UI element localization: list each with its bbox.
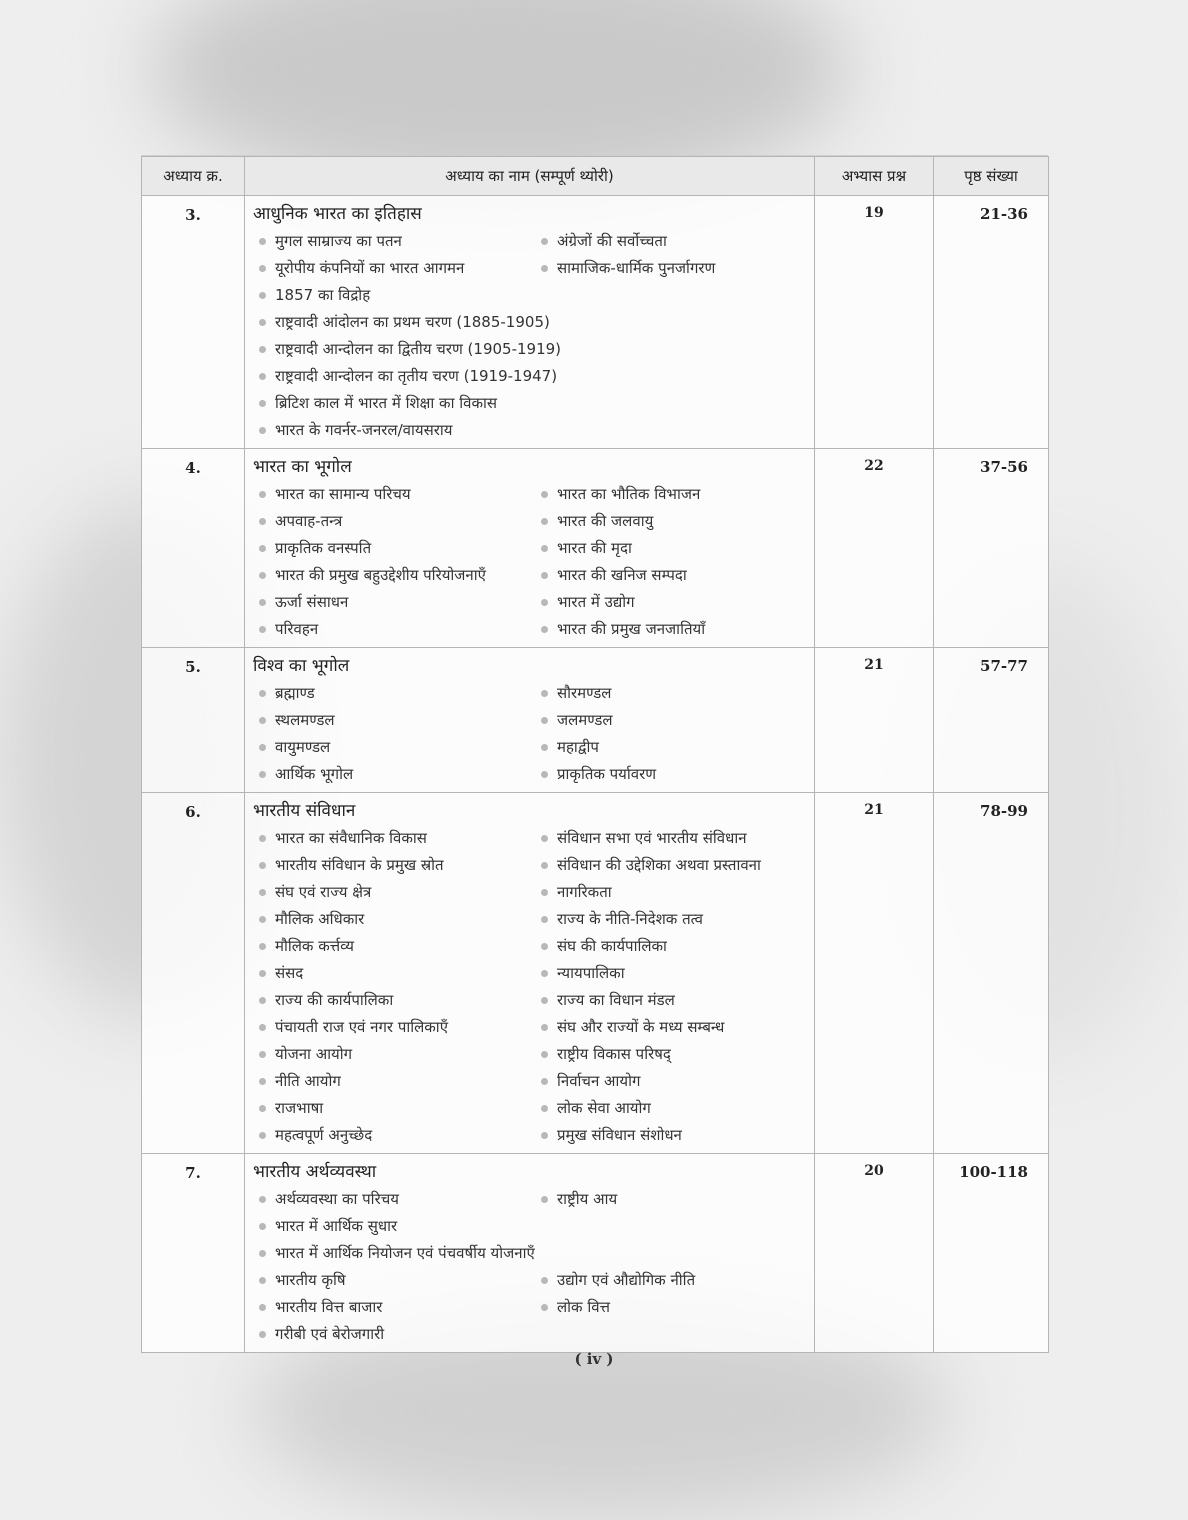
topic-label: मुगल साम्राज्य का पतन: [275, 232, 402, 250]
topic-item: [535, 825, 808, 852]
bullet-icon: [541, 1105, 548, 1112]
topic-list: [253, 680, 808, 788]
bullet-icon: [541, 491, 548, 498]
topic-item: [253, 1014, 535, 1041]
practice-count: 22: [815, 449, 934, 648]
topic-item: [253, 1213, 808, 1240]
bullet-icon: [259, 1132, 266, 1139]
topic-item: [253, 616, 535, 643]
bullet-icon: [541, 744, 548, 751]
topic-label: राष्ट्रवादी आंदोलन का प्रथम चरण (1885-1905): [275, 313, 550, 331]
bullet-icon: [259, 400, 266, 407]
bullet-icon: [259, 292, 266, 299]
chapter-number: 3.: [142, 196, 245, 449]
topic-label: भारत में उद्योग: [557, 593, 635, 611]
header-page: पृष्ठ संख्या: [934, 157, 1049, 196]
topic-item: [535, 734, 808, 761]
topic-item: [535, 680, 808, 707]
topic-item: [535, 852, 808, 879]
topic-label: मौलिक अधिकार: [275, 910, 365, 928]
page-range: 57-77: [934, 648, 1049, 793]
bullet-icon: [259, 835, 266, 842]
topic-label: भारतीय कृषि: [275, 1271, 346, 1289]
topic-item: [535, 616, 808, 643]
topic-label: महत्वपूर्ण अनुच्छेद: [275, 1126, 373, 1144]
bullet-icon: [541, 916, 548, 923]
topic-item: [535, 1186, 808, 1213]
topic-label: संघ एवं राज्य क्षेत्र: [275, 883, 372, 901]
topic-label: नीति आयोग: [275, 1072, 341, 1090]
header-chapter-name: अध्याय का नाम (सम्पूर्ण थ्योरी): [245, 157, 815, 196]
topic-label: ब्रिटिश काल में भारत में शिक्षा का विकास: [275, 394, 498, 412]
topic-item: [253, 363, 808, 390]
bullet-icon: [541, 997, 548, 1004]
topic-label: सामाजिक-धार्मिक पुनर्जागरण: [557, 259, 716, 277]
bullet-icon: [259, 1024, 266, 1031]
bullet-icon: [259, 626, 266, 633]
topic-label: राजभाषा: [275, 1099, 324, 1117]
topic-item: [253, 734, 535, 761]
chapter-title: भारत का भूगोल: [253, 457, 352, 477]
topic-item: [535, 1068, 808, 1095]
chapter-content: [245, 793, 815, 1154]
bullet-icon: [541, 265, 548, 272]
topic-item: [253, 933, 535, 960]
topic-label: भारत का भौतिक विभाजन: [557, 485, 701, 503]
topic-item: [535, 987, 808, 1014]
bullet-icon: [541, 1196, 548, 1203]
bullet-icon: [259, 1196, 266, 1203]
bullet-icon: [259, 572, 266, 579]
bullet-icon: [541, 771, 548, 778]
topic-label: न्यायपालिका: [557, 964, 625, 982]
bullet-icon: [259, 943, 266, 950]
topic-item: [535, 1294, 808, 1321]
topic-item: [535, 562, 808, 589]
topic-list: [253, 228, 808, 444]
practice-count: 19: [815, 196, 934, 449]
header-chapter-no: अध्याय क्र.: [142, 157, 245, 196]
topic-label: राष्ट्रीय विकास परिषद्: [557, 1045, 671, 1063]
chapter-content: [245, 196, 815, 449]
page-range: 100-118: [934, 1154, 1049, 1353]
topic-label: जलमण्डल: [557, 711, 613, 729]
bullet-icon: [541, 518, 548, 525]
topic-label: संविधान सभा एवं भारतीय संविधान: [557, 829, 747, 847]
page-range: 37-56: [934, 449, 1049, 648]
topic-label: राज्य का विधान मंडल: [557, 991, 675, 1009]
bullet-icon: [541, 970, 548, 977]
practice-count: 21: [815, 648, 934, 793]
topic-item: [253, 825, 535, 852]
topic-item: [253, 987, 535, 1014]
topic-item: [535, 481, 808, 508]
bullet-icon: [259, 916, 266, 923]
bullet-icon: [259, 997, 266, 1004]
topic-label: स्थलमण्डल: [275, 711, 335, 729]
topic-item: [253, 309, 808, 336]
topic-label: मौलिक कर्त्तव्य: [275, 937, 354, 955]
topic-item: [253, 481, 535, 508]
practice-count: 20: [815, 1154, 934, 1353]
bullet-icon: [259, 1304, 266, 1311]
topic-label: लोक वित्त: [557, 1298, 610, 1316]
topic-item: [253, 1321, 808, 1348]
bullet-icon: [541, 862, 548, 869]
chapter-title: भारतीय संविधान: [253, 801, 356, 821]
topic-label: राष्ट्रवादी आन्दोलन का तृतीय चरण (1919-1947): [275, 367, 558, 385]
topic-label: अपवाह-तन्त्र: [275, 512, 343, 530]
topic-label: भारतीय वित्त बाजार: [275, 1298, 383, 1316]
topic-label: संघ और राज्यों के मध्य सम्बन्ध: [557, 1018, 725, 1036]
topic-item: [535, 1014, 808, 1041]
topic-item: [253, 906, 535, 933]
bullet-icon: [259, 373, 266, 380]
bullet-icon: [541, 1051, 548, 1058]
bullet-icon: [259, 1223, 266, 1230]
topic-item: [535, 960, 808, 987]
topic-item: [253, 508, 535, 535]
topic-label: यूरोपीय कंपनियों का भारत आगमन: [275, 259, 465, 277]
bullet-icon: [259, 599, 266, 606]
chapter-row: [142, 793, 1049, 1154]
topic-item: [253, 562, 535, 589]
topic-label: भारत की खनिज सम्पदा: [557, 566, 687, 584]
topic-list: [253, 481, 808, 643]
topic-label: भारत में आर्थिक सुधार: [275, 1217, 398, 1235]
topic-item: [253, 282, 808, 309]
topic-label: ब्रह्माण्ड: [275, 684, 315, 702]
contents-table: [141, 156, 1049, 1353]
bullet-icon: [259, 744, 266, 751]
topic-item: [253, 1294, 535, 1321]
practice-count: 21: [815, 793, 934, 1154]
topic-label: भारत का सामान्य परिचय: [275, 485, 411, 503]
topic-label: संघ की कार्यपालिका: [557, 937, 667, 955]
topic-item: [535, 1095, 808, 1122]
bullet-icon: [541, 572, 548, 579]
topic-label: पंचायती राज एवं नगर पालिकाएँ: [275, 1018, 448, 1036]
topic-item: [253, 879, 535, 906]
topic-item: [253, 680, 535, 707]
topic-label: भारत के गवर्नर-जनरल/वायसराय: [275, 421, 453, 439]
topic-label: राष्ट्रवादी आन्दोलन का द्वितीय चरण (1905-1919): [275, 340, 562, 358]
chapter-content: [245, 449, 815, 648]
bullet-icon: [259, 1250, 266, 1257]
bullet-icon: [259, 238, 266, 245]
topic-item: [253, 1068, 535, 1095]
topic-label: ऊर्जा संसाधन: [275, 593, 349, 611]
chapter-content: [245, 648, 815, 793]
topic-label: भारत का संवैधानिक विकास: [275, 829, 427, 847]
chapter-number: 5.: [142, 648, 245, 793]
topic-item: [253, 960, 535, 987]
topic-item: [535, 933, 808, 960]
chapter-content: [245, 1154, 815, 1353]
topic-label: संविधान की उद्देशिका अथवा प्रस्तावना: [557, 856, 761, 874]
topic-item: [535, 255, 808, 282]
topic-label: महाद्वीप: [557, 738, 599, 756]
chapter-title: विश्व का भूगोल: [253, 656, 350, 676]
bullet-icon: [259, 1105, 266, 1112]
bullet-icon: [541, 943, 548, 950]
topic-label: उद्योग एवं औद्योगिक नीति: [557, 1271, 696, 1289]
topic-item: [253, 1240, 808, 1267]
bullet-icon: [541, 717, 548, 724]
topic-label: प्रमुख संविधान संशोधन: [557, 1126, 682, 1144]
bullet-icon: [541, 599, 548, 606]
topic-label: नागरिकता: [557, 883, 612, 901]
topic-item: [253, 336, 808, 363]
topic-item: [253, 1122, 535, 1149]
topic-label: अर्थव्यवस्था का परिचय: [275, 1190, 399, 1208]
header-practice: अभ्यास प्रश्न: [815, 157, 934, 196]
bullet-icon: [259, 319, 266, 326]
topic-item: [535, 508, 808, 535]
bullet-icon: [259, 1078, 266, 1085]
topic-label: गरीबी एवं बेरोजगारी: [275, 1325, 385, 1343]
topic-item: [253, 852, 535, 879]
topic-item: [535, 707, 808, 734]
header-row: [142, 157, 1049, 196]
topic-item: [253, 228, 535, 255]
topic-item: [535, 535, 808, 562]
topic-label: भारत की प्रमुख जनजातियाँ: [557, 620, 706, 638]
topic-item: [253, 1041, 535, 1068]
bullet-icon: [541, 1078, 548, 1085]
topic-item: [253, 1267, 535, 1294]
bullet-icon: [259, 1331, 266, 1338]
chapter-row: [142, 196, 1049, 449]
topic-label: भारतीय संविधान के प्रमुख स्रोत: [275, 856, 444, 874]
topic-item: [253, 1186, 535, 1213]
bullet-icon: [259, 427, 266, 434]
topic-label: सौरमण्डल: [557, 684, 612, 702]
topic-label: भारत की जलवायु: [557, 512, 654, 530]
topic-item: [253, 255, 535, 282]
bullet-icon: [259, 265, 266, 272]
topic-item: [535, 589, 808, 616]
bullet-icon: [259, 491, 266, 498]
topic-label: आर्थिक भूगोल: [275, 765, 354, 783]
bullet-icon: [541, 545, 548, 552]
topic-list: [253, 825, 808, 1149]
bullet-icon: [259, 518, 266, 525]
topic-item: [253, 589, 535, 616]
topic-label: भारत में आर्थिक नियोजन एवं पंचवर्षीय योजनाएँ: [275, 1244, 535, 1262]
topic-item: [535, 228, 808, 255]
bullet-icon: [259, 1277, 266, 1284]
bullet-icon: [541, 889, 548, 896]
chapter-number: 4.: [142, 449, 245, 648]
topic-label: प्राकृतिक पर्यावरण: [557, 765, 657, 783]
bullet-icon: [259, 889, 266, 896]
chapter-row: [142, 449, 1049, 648]
bullet-icon: [541, 1304, 548, 1311]
chapter-number: 6.: [142, 793, 245, 1154]
bullet-icon: [259, 346, 266, 353]
topic-item: [253, 390, 808, 417]
topic-label: राष्ट्रीय आय: [557, 1190, 618, 1208]
bullet-icon: [259, 717, 266, 724]
bullet-icon: [259, 862, 266, 869]
topic-label: राज्य के नीति-निदेशक तत्व: [557, 910, 703, 928]
topic-item: [253, 761, 535, 788]
topic-list: [253, 1186, 808, 1348]
bullet-icon: [541, 690, 548, 697]
bullet-icon: [259, 970, 266, 977]
chapter-title: आधुनिक भारत का इतिहास: [253, 204, 422, 224]
topic-item: [535, 1041, 808, 1068]
topic-label: भारत की प्रमुख बहुउद्देशीय परियोजनाएँ: [275, 566, 486, 584]
bullet-icon: [259, 1051, 266, 1058]
bullet-icon: [541, 626, 548, 633]
chapter-row: [142, 1154, 1049, 1353]
bullet-icon: [541, 1132, 548, 1139]
topic-label: योजना आयोग: [275, 1045, 353, 1063]
contents-table-container: [141, 155, 1048, 1353]
bullet-icon: [259, 545, 266, 552]
topic-label: भारत की मृदा: [557, 539, 632, 557]
topic-label: प्राकृतिक वनस्पति: [275, 539, 372, 557]
page-range: 21-36: [934, 196, 1049, 449]
topic-item: [535, 906, 808, 933]
page-number: ( iv ): [574, 1350, 614, 1368]
page-range: 78-99: [934, 793, 1049, 1154]
chapter-row: [142, 648, 1049, 793]
bullet-icon: [259, 690, 266, 697]
topic-label: 1857 का विद्रोह: [275, 286, 371, 304]
topic-item: [535, 1122, 808, 1149]
topic-label: संसद: [275, 964, 304, 982]
topic-label: लोक सेवा आयोग: [557, 1099, 651, 1117]
chapter-number: 7.: [142, 1154, 245, 1353]
topic-item: [535, 1267, 808, 1294]
topic-item: [253, 1095, 535, 1122]
topic-item: [253, 535, 535, 562]
topic-item: [253, 417, 808, 444]
topic-label: परिवहन: [275, 620, 319, 638]
topic-item: [535, 879, 808, 906]
topic-label: निर्वाचन आयोग: [557, 1072, 641, 1090]
bullet-icon: [541, 238, 548, 245]
bullet-icon: [541, 1277, 548, 1284]
topic-label: वायुमण्डल: [275, 738, 331, 756]
topic-item: [253, 707, 535, 734]
topic-item: [535, 761, 808, 788]
topic-label: अंग्रेजों की सर्वोच्चता: [557, 232, 667, 250]
chapter-title: भारतीय अर्थव्यवस्था: [253, 1162, 377, 1182]
bullet-icon: [541, 1024, 548, 1031]
bullet-icon: [259, 771, 266, 778]
bullet-icon: [541, 835, 548, 842]
topic-label: राज्य की कार्यपालिका: [275, 991, 394, 1009]
